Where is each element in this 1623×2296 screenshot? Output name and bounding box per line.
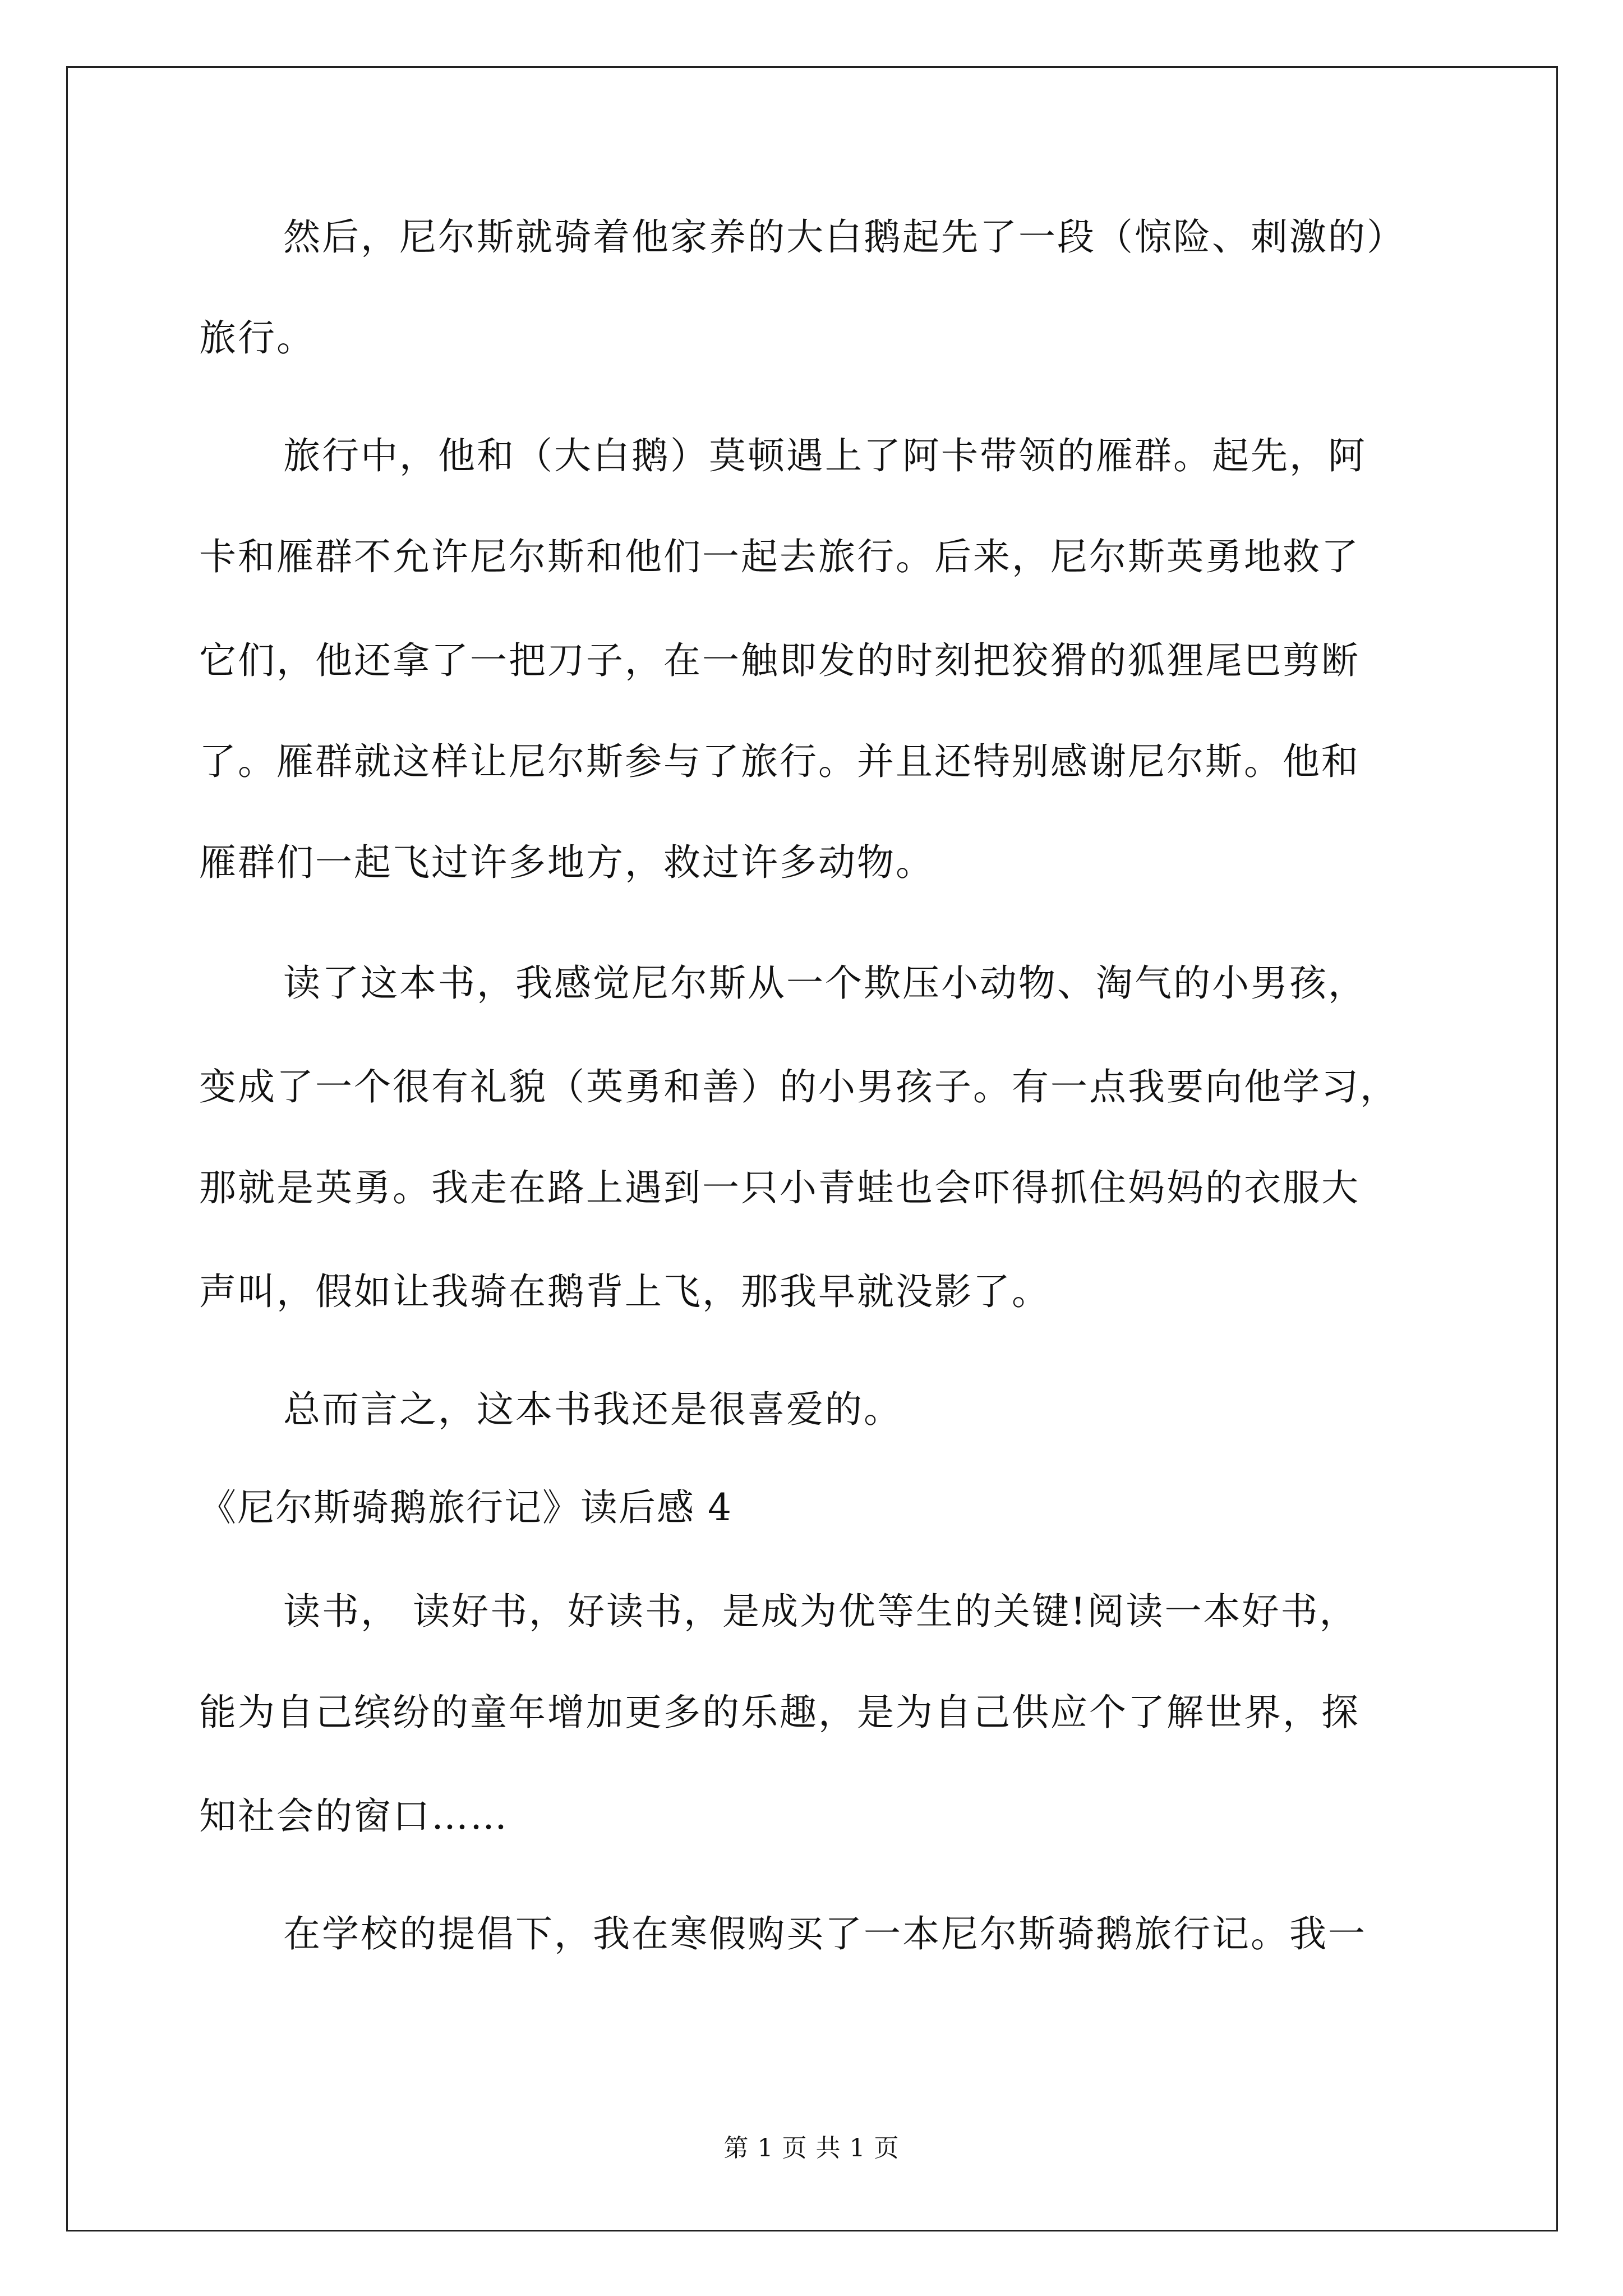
paragraph-line: 能为自己缤纷的童年增加更多的乐趣，是为自己供应个了解世界，探 [199,1691,1360,1734]
paragraph-line: 卡和雁群不允许尼尔斯和他们一起去旅行。后来，尼尔斯英勇地救了 [199,535,1360,578]
paragraph-line: 旅行中，他和（大白鹅）莫顿遇上了阿卡带领的雁群。起先，阿 [283,434,1367,477]
paragraph-line: 然后，尼尔斯就骑着他家养的大白鹅起先了一段（惊险、刺激的） [283,215,1405,259]
section-heading: 《尼尔斯骑鹅旅行记》读后感 4 [199,1486,732,1529]
paragraph-line: 总而言之，这本书我还是很喜爱的。 [283,1388,902,1431]
paragraph-line: 变成了一个很有礼貌（英勇和善）的小男孩子。有一点我要向他学习， [199,1065,1399,1108]
paragraph-line: 读书， 读好书，好读书，是成为优等生的关键!阅读一本好书， [283,1590,1358,1633]
paragraph-line: 在学校的提倡下，我在寒假购买了一本尼尔斯骑鹅旅行记。我一 [283,1912,1367,1955]
paragraph-line: 了。雁群就这样让尼尔斯参与了旅行。并且还特别感谢尼尔斯。他和 [199,740,1360,783]
paragraph-line: 声叫，假如让我骑在鹅背上飞，那我早就没影了。 [199,1270,1050,1313]
paragraph-line: 雁群们一起飞过许多地方，救过许多动物。 [199,841,934,884]
paragraph-line: 旅行。 [199,316,315,360]
page-footer: 第 1 页 共 1 页 [723,2134,900,2162]
paragraph-line: 它们，他还拿了一把刀子，在一触即发的时刻把狡猾的狐狸尾巴剪断 [199,639,1360,682]
paragraph-line: 那就是英勇。我走在路上遇到一只小青蛙也会吓得抓住妈妈的衣服大 [199,1166,1360,1209]
paragraph-line: 读了这本书，我感觉尼尔斯从一个欺压小动物、淘气的小男孩， [283,961,1367,1005]
paragraph-line: 知社会的窗口…… [199,1795,509,1838]
